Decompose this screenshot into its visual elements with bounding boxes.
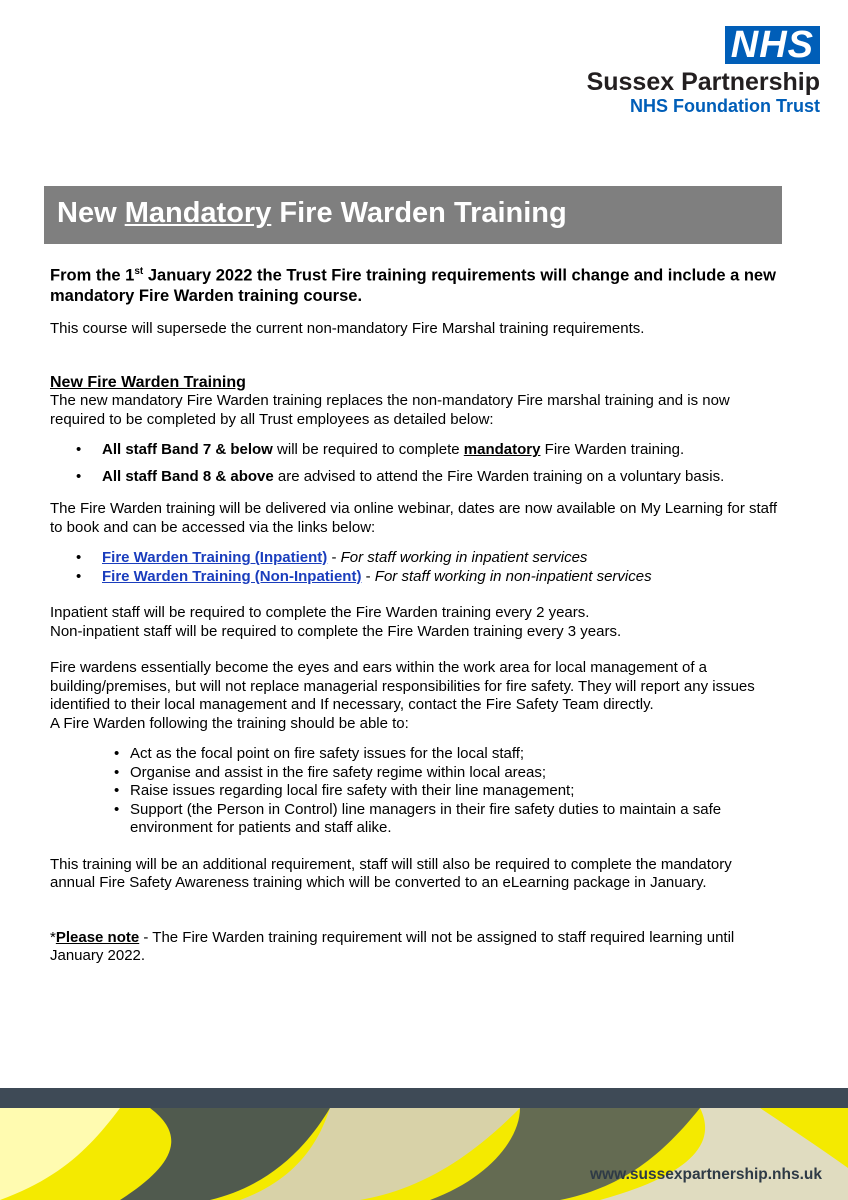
supersede-paragraph: This course will supersede the current non-mandatory Fire Marshal training requirements.	[50, 319, 645, 337]
lead-paragraph: From the 1st January 2022 the Trust Fire training requirements will change and include a new mandatory Fire Warden training course.	[50, 266, 776, 305]
footer	[0, 1088, 848, 1200]
frequency-non-inpatient: Non-inpatient staff will be required to complete the Fire Warden training every 3 years.	[50, 622, 622, 640]
warden-duties-list	[50, 745, 780, 838]
list-item: • All staff Band 8 & above are advised to attend the Fire Warden training on a voluntary basis.	[50, 468, 780, 487]
please-note-label: Please note	[55, 928, 140, 946]
section-heading: New Fire Warden Training	[50, 374, 246, 391]
non-inpatient-training-link[interactable]: Fire Warden Training (Non-Inpatient)	[102, 567, 362, 585]
list-item: • Support (the Person in Control) line managers in their fire safety duties to maintain a safe environment for patients and staff alike.	[50, 801, 780, 838]
list-item: • Act as the focal point on fire safety issues for the local staff;	[50, 745, 780, 764]
title-mandatory: Mandatory	[124, 197, 272, 229]
list-item: • All staff Band 7 & below will be required to complete mandatory Fire Warden training.	[50, 441, 780, 460]
list-item: • Fire Warden Training (Inpatient) - For staff working in inpatient services	[50, 549, 780, 568]
org-subtitle: NHS Foundation Trust	[630, 96, 820, 116]
nhs-trust-logo	[587, 26, 820, 116]
role-paragraph: Fire wardens essentially become the eyes and ears within the work area for local management of a building/premises, but will not replace managerial responsibilities for fire safety. They will report any issues identified to their local management and If necessary, contact the Fire Safety Team directly.	[50, 659, 755, 713]
footer-decoration	[0, 1108, 848, 1200]
frequency-inpatient: Inpatient staff will be required to complete the Fire Warden training every 2 years.	[50, 604, 590, 621]
nhs-logo-box: NHS	[725, 26, 820, 64]
please-note: *Please note - The Fire Warden training requirement will not be assigned to staff required learning until January 2022.	[50, 928, 735, 964]
inpatient-training-link[interactable]: Fire Warden Training (Inpatient)	[102, 549, 328, 566]
training-links-list	[50, 549, 780, 586]
list-item: • Fire Warden Training (Non-Inpatient) - For staff working in non-inpatient services	[50, 568, 780, 587]
website-url[interactable]: www.sussexpartnership.nhs.uk	[590, 1166, 822, 1183]
delivery-paragraph: The Fire Warden training will be delivered via online webinar, dates are now available on My Learning for staff to book and can be accessed via the links below:	[50, 500, 778, 536]
band-requirements-list	[50, 441, 780, 486]
list-item: • Raise issues regarding local fire safety with their line management;	[50, 782, 780, 801]
footer-bar	[0, 1088, 848, 1108]
additional-paragraph: This training will be an additional requirement, staff will still also be required to complete the mandatory annual Fire Safety Awareness training which will be converted to an eLearning package in January.	[50, 855, 732, 891]
org-name: Sussex Partnership	[586, 68, 820, 96]
role-able-line: A Fire Warden following the training should be able to:	[50, 714, 409, 732]
document-body	[50, 262, 780, 966]
page-title: New Mandatory Fire Warden Training	[57, 197, 567, 229]
title-banner	[44, 186, 782, 244]
section-description: The new mandatory Fire Warden training replaces the non-mandatory Fire marshal training and is now required to be completed by all Trust employees as detailed below:	[50, 392, 730, 428]
footer-pattern-graphic	[0, 1108, 848, 1200]
list-item: • Organise and assist in the fire safety regime within local areas;	[50, 764, 780, 783]
